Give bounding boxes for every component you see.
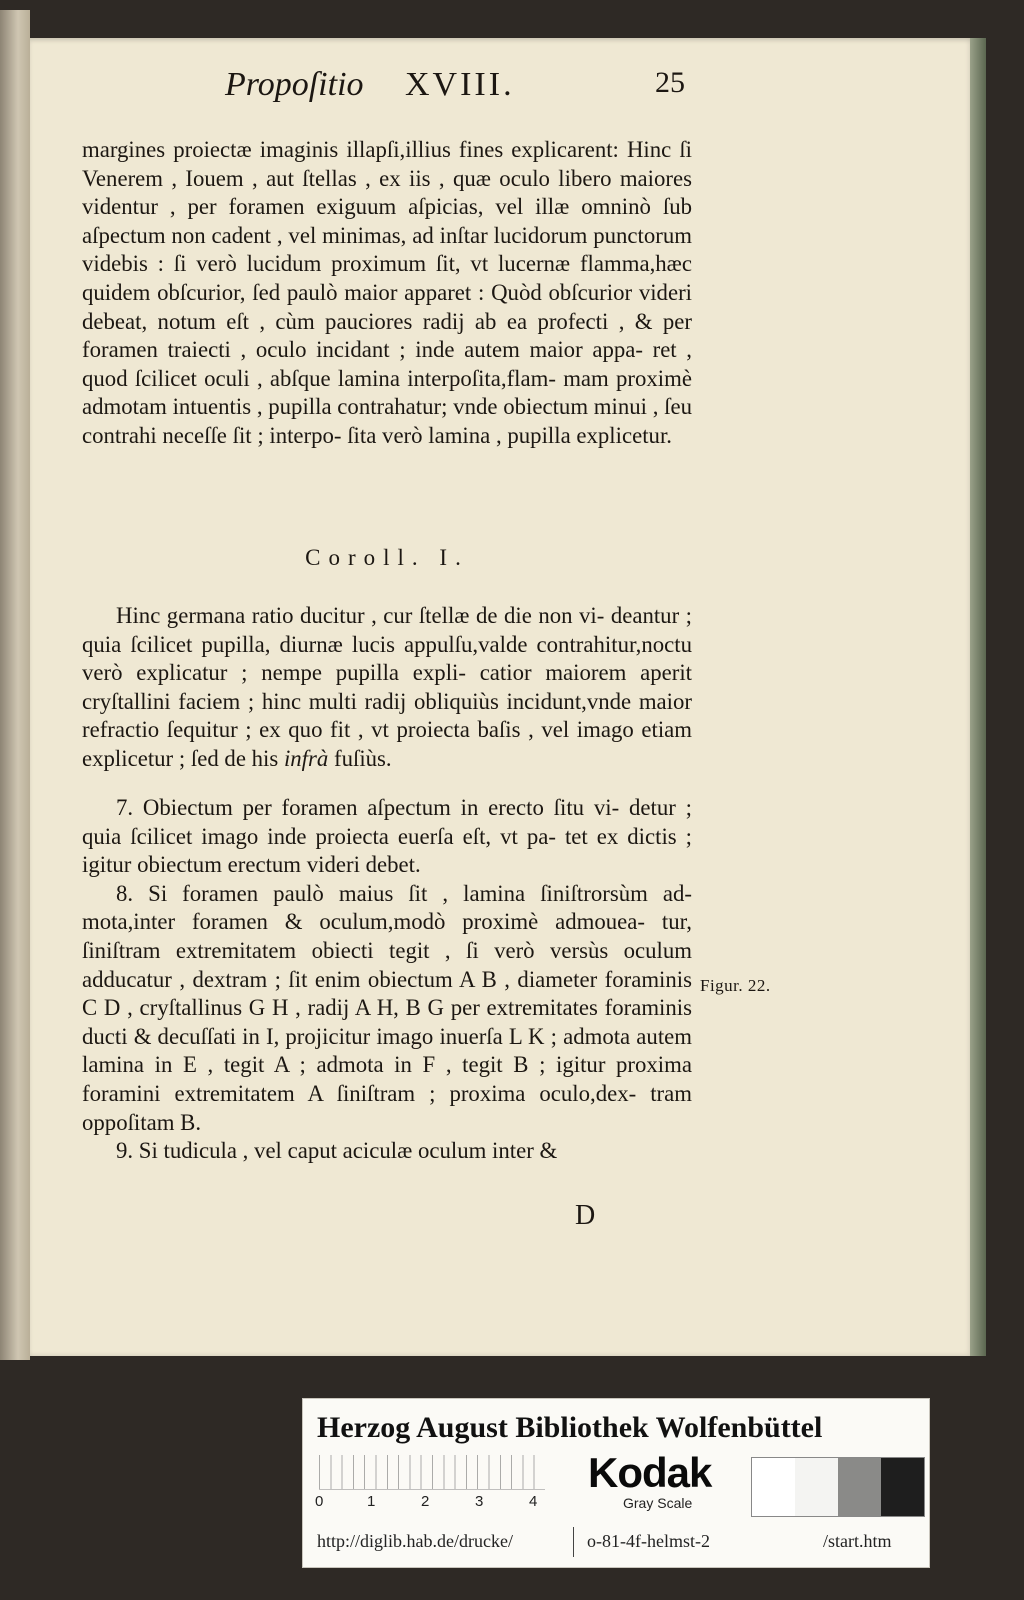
- paragraph-continuation: [82, 136, 692, 451]
- corollary-paragraph: [82, 602, 692, 774]
- gray-patch: [881, 1458, 924, 1516]
- scale-ruler: [319, 1455, 545, 1490]
- item-9: 9. Si tudicula , vel caput aciculæ oculum inter &: [116, 1138, 558, 1164]
- scale-digit: 1: [367, 1493, 376, 1510]
- library-name: Herzog August Bibliothek Wolfenbüttel: [317, 1411, 823, 1444]
- url-divider: [573, 1527, 574, 1557]
- gray-patch: [752, 1458, 795, 1516]
- gray-scale-patches: [751, 1457, 925, 1517]
- signature-mark: D: [575, 1200, 596, 1231]
- gray-scale-label: Gray Scale: [623, 1495, 693, 1511]
- paragraph-text: margines proiectæ imaginis illapſi,illius fines explicarent: Hinc ſi Venerem , Iouem , aut ſtellas , ex iis , quæ oculo libero maiores videntur , per foramen exiguum aſpicias, vel illæ omninò ſub aſpectum non cadent , vel minimas, ad inſtar lucidorum punctorum videbis : ſi verò lucidum proximum ſit, vt lucernæ flamma,hæc quidem obſcurior, ſed paulò maior apparet : Quòd obſcurior videri debeat, notum eſt , cùm pauciores radij ab ea profecti , & per foramen traiecti , oculo incidant ; inde autem maior appa- ret , quod ſcilicet oculi , abſque lamina interpoſita,flam- mam proximè admotam intuentis , pupilla contrahatur; vnde obiectum minui , ſeu contrahi neceſſe ſit ; interpo- ſita verò lamina , pupilla explicetur.: [82, 137, 692, 448]
- running-head: [195, 66, 715, 106]
- proposition-number: XVIII.: [405, 66, 515, 103]
- section-heading: Coroll. I.: [305, 545, 469, 570]
- scale-digit: 2: [421, 1493, 430, 1510]
- kodak-logo: Kodak: [588, 1449, 712, 1496]
- item-8: 8. Si foramen paulò maius ſit , lamina ſiniſtrorsùm ad- mota,inter foramen & oculum,modò proximè admouea- tur, ſiniſtram extremitatem obiecti tegit , ſi verò versùs oculum adducatur , dextram ; ſit enim obiectum A B , diameter foraminis C D , cryſtallinus G H , radij A H, B G per extremitates foraminis ducti & decuſſati in I, projicitur imago inuerſa L K ; admota autem lamina in E , tegit A ; admota in F , tegit B ; igitur proxima foramini extremitatem A ſiniſtram ; proxima oculo,dex- tram oppoſitam B.: [82, 880, 692, 1135]
- url-identifier: o-81-4f-helmst-2: [587, 1531, 710, 1551]
- page-number: 25: [655, 66, 685, 99]
- corollary-text: Hinc germana ratio ducitur , cur ſtellæ de die non vi- deantur ; quia ſcilicet pupilla, diurnæ lucis appulſu,valde contrahitur,noctu verò explicatur ; nempe pupilla expli- catior maiorem aperit cryſtallini faciem ; hinc multi radij obliquiùs incidunt,vnde maior refractio ſequitur ; ex quo fit , vt proiecta baſis , vel imago etiam explicetur ; ſed de his infrà fuſiùs.: [82, 603, 692, 771]
- margin-note-figure: Figur. 22.: [700, 976, 771, 995]
- scale-digit: 3: [475, 1493, 484, 1510]
- numbered-items: [82, 794, 692, 1166]
- url-prefix: http://diglib.hab.de/drucke/: [317, 1531, 513, 1551]
- running-head-title: Propoſitio: [225, 66, 364, 103]
- url-suffix: /start.htm: [823, 1531, 892, 1551]
- left-page-edge: [0, 10, 30, 1360]
- italic-word: infrà: [283, 745, 329, 771]
- gray-patch: [838, 1458, 881, 1516]
- item-7: 7. Obiectum per foramen aſpectum in erecto ſitu vi- detur ; quia ſcilicet imago inde proiecta euerſa eſt, vt pa- tet ex dictis ; igitur obiectum erectum videri debet.: [82, 795, 692, 878]
- library-label-card: [302, 1398, 930, 1568]
- right-page-edge: [970, 38, 986, 1356]
- scale-digit: 4: [529, 1493, 538, 1510]
- gray-patch: [795, 1458, 838, 1516]
- scale-digit: 0: [315, 1493, 324, 1510]
